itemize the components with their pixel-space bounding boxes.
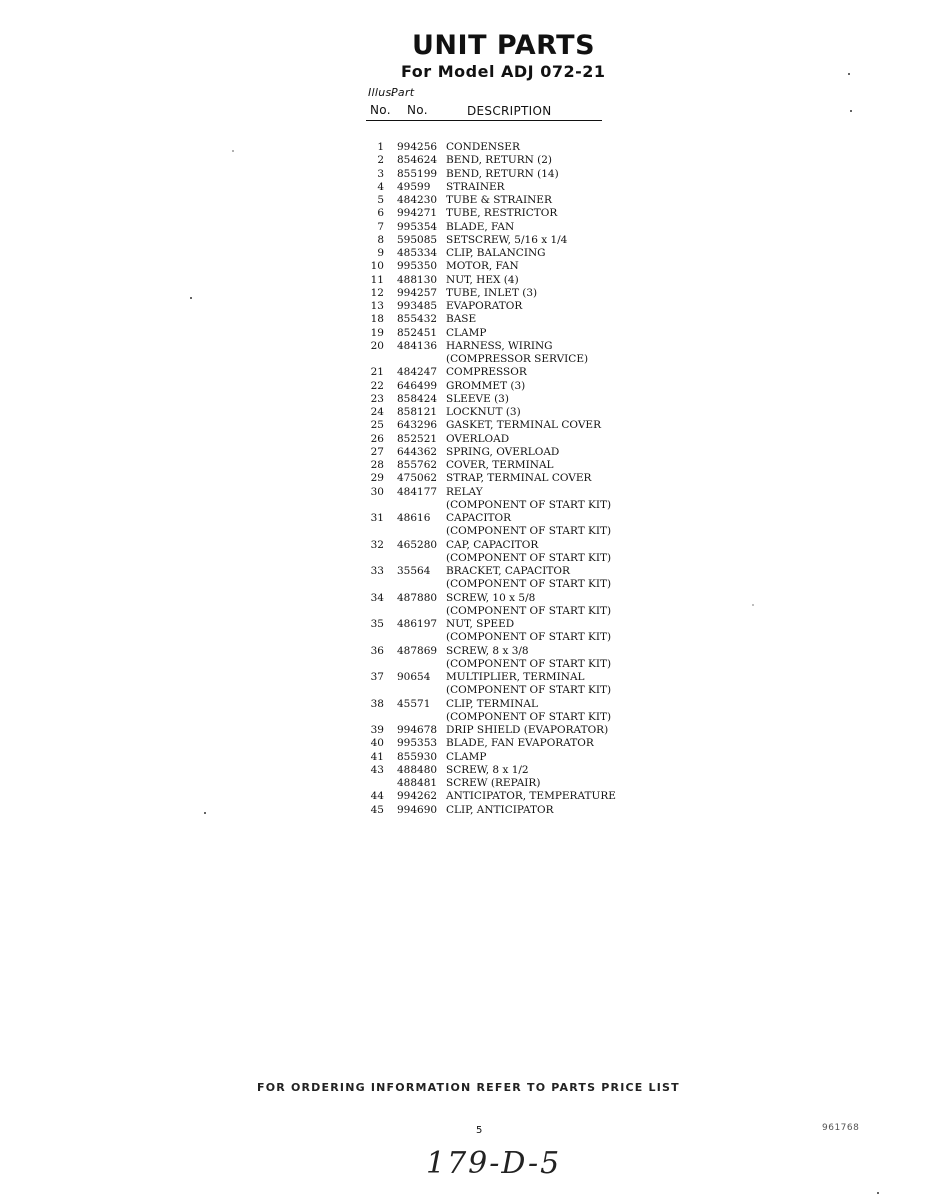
illus-number: 5 <box>377 194 384 206</box>
scan-speck <box>848 73 850 75</box>
parts-row <box>368 658 628 671</box>
part-description: (COMPRESSOR SERVICE) <box>446 353 589 365</box>
part-description: CLIP, ANTICIPATOR <box>446 803 554 816</box>
part-description: GASKET, TERMINAL COVER <box>446 419 601 432</box>
parts-row <box>368 154 628 167</box>
part-description: (COMPONENT OF START KIT) <box>446 578 612 591</box>
illus-number: 13 <box>370 300 384 312</box>
part-number: 995353 <box>397 737 438 750</box>
illus-number: 29 <box>370 472 384 485</box>
illus-number: 33 <box>370 565 384 577</box>
parts-row <box>368 221 628 234</box>
part-description: BRACKET, CAPACITOR <box>446 565 570 577</box>
part-number: 484177 <box>397 485 438 498</box>
part-description: SLEEVE (3) <box>446 392 509 405</box>
part-description: (COMPONENT OF START KIT) <box>446 710 612 723</box>
parts-row <box>368 565 628 578</box>
part-description: (COMPONENT OF START KIT) <box>446 551 612 564</box>
part-description: NUT, HEX (4) <box>446 273 519 286</box>
parts-row <box>368 459 628 472</box>
illus-number: 8 <box>377 233 384 246</box>
parts-row <box>368 645 628 658</box>
part-number: 995354 <box>397 220 438 233</box>
part-description: BLADE, FAN <box>446 220 515 233</box>
part-number: 858121 <box>397 406 438 418</box>
parts-row <box>368 340 628 353</box>
part-number: 995350 <box>397 260 438 273</box>
parts-row <box>368 684 628 697</box>
scan-speck <box>850 110 852 112</box>
part-description: OVERLOAD <box>446 432 510 445</box>
parts-row <box>368 486 628 499</box>
illus-number: 24 <box>370 406 384 418</box>
column-header-description: DESCRIPTION <box>467 104 552 118</box>
part-description: TUBE & STRAINER <box>446 194 552 206</box>
part-description: COMPRESSOR <box>446 366 527 379</box>
illus-number: 10 <box>370 260 384 273</box>
part-description: CLIP, TERMINAL <box>446 697 538 710</box>
part-number: 993485 <box>397 300 438 312</box>
illus-number: 11 <box>370 273 384 286</box>
illus-number: 3 <box>377 167 384 180</box>
parts-row <box>368 605 628 618</box>
parts-row <box>368 181 628 194</box>
illus-number: 19 <box>370 326 384 339</box>
part-number: 487869 <box>397 644 438 657</box>
part-number: 643296 <box>397 419 438 432</box>
illus-number: 4 <box>377 180 384 193</box>
parts-row <box>368 804 628 817</box>
part-description: ANTICIPATOR, TEMPERATURE <box>446 790 616 803</box>
part-description: GROMMET (3) <box>446 379 526 392</box>
parts-row <box>368 512 628 525</box>
parts-row <box>368 618 628 631</box>
part-description: TUBE, INLET (3) <box>446 286 538 299</box>
part-description: CAPACITOR <box>446 512 511 524</box>
part-description: (COMPONENT OF START KIT) <box>446 631 612 644</box>
part-description: BEND, RETURN (14) <box>446 167 559 180</box>
part-description: SCREW, 8 x 3/8 <box>446 644 529 657</box>
parts-row <box>368 433 628 446</box>
illus-number: 32 <box>370 538 384 551</box>
part-description: EVAPORATOR <box>446 300 523 312</box>
illus-number: 12 <box>370 286 384 299</box>
document-code: 961768 <box>822 1123 860 1133</box>
scan-speck <box>752 604 754 606</box>
part-description: MULTIPLIER, TERMINAL <box>446 671 585 683</box>
part-number: 486197 <box>397 618 438 630</box>
parts-row <box>368 207 628 220</box>
part-description: CAP, CAPACITOR <box>446 538 539 551</box>
parts-row <box>368 234 628 247</box>
parts-row <box>368 393 628 406</box>
illus-number: 30 <box>370 485 384 498</box>
part-description: (COMPONENT OF START KIT) <box>446 498 612 511</box>
parts-row <box>368 380 628 393</box>
illus-number: 34 <box>370 591 384 604</box>
scan-speck <box>204 812 206 814</box>
illus-number: 43 <box>370 763 384 776</box>
parts-row <box>368 260 628 273</box>
parts-row <box>368 168 628 181</box>
parts-row <box>368 499 628 512</box>
part-description: HARNESS, WIRING <box>446 339 553 352</box>
part-description: BEND, RETURN (2) <box>446 154 553 167</box>
part-number: 484136 <box>397 339 438 352</box>
part-description: CLAMP <box>446 750 487 763</box>
illus-number: 38 <box>370 697 384 710</box>
part-number: 45571 <box>397 697 431 710</box>
handwritten-note: 179-D-5 <box>426 1146 562 1181</box>
parts-row <box>368 631 628 644</box>
ordering-note: FOR ORDERING INFORMATION REFER TO PARTS PRICE LIST <box>257 1081 680 1094</box>
part-number: 595085 <box>397 233 438 246</box>
parts-row <box>368 406 628 419</box>
part-description: SCREW, 8 x 1/2 <box>446 763 529 776</box>
illus-number: 36 <box>370 644 384 657</box>
illus-number: 9 <box>377 247 384 259</box>
part-number: 646499 <box>397 379 438 392</box>
part-number: 855432 <box>397 313 438 326</box>
illus-number: 22 <box>370 379 384 392</box>
part-number: 475062 <box>397 472 438 485</box>
column-header-illus: Illus. <box>368 86 396 99</box>
part-number: 855930 <box>397 750 438 763</box>
parts-row <box>368 552 628 565</box>
part-number: 855199 <box>397 167 438 180</box>
parts-row <box>368 353 628 366</box>
illus-number: 41 <box>370 750 384 763</box>
part-number: 49599 <box>397 180 431 193</box>
illus-number: 40 <box>370 737 384 750</box>
part-description: (COMPONENT OF START KIT) <box>446 684 612 697</box>
parts-row <box>368 711 628 724</box>
parts-list <box>368 141 628 817</box>
part-description: MOTOR, FAN <box>446 260 519 273</box>
part-number: 465280 <box>397 538 438 551</box>
part-description: SETSCREW, 5/16 x 1/4 <box>446 233 568 246</box>
part-description: BLADE, FAN EVAPORATOR <box>446 737 594 750</box>
part-description: BASE <box>446 313 477 326</box>
illus-number: 21 <box>370 366 384 379</box>
column-header-part: Part <box>391 86 415 99</box>
page-number: 5 <box>476 1125 483 1136</box>
illus-number: 20 <box>370 339 384 352</box>
part-description: (COMPONENT OF START KIT) <box>446 657 612 670</box>
part-number: 487880 <box>397 591 438 604</box>
part-number: 484247 <box>397 366 438 379</box>
part-number: 994271 <box>397 207 438 220</box>
part-number: 994256 <box>397 141 438 153</box>
part-description: SCREW (REPAIR) <box>446 777 541 789</box>
scan-speck <box>877 1192 879 1194</box>
part-number: 994678 <box>397 724 438 736</box>
part-description: STRAINER <box>446 180 505 193</box>
parts-row <box>368 539 628 552</box>
model-subtitle: For Model ADJ 072-21 <box>401 62 606 81</box>
part-description: DRIP SHIELD (EVAPORATOR) <box>446 724 609 736</box>
part-number: 644362 <box>397 445 438 458</box>
part-number: 854624 <box>397 154 438 167</box>
part-number: 488130 <box>397 273 438 286</box>
illus-number: 31 <box>370 512 384 524</box>
illus-number: 45 <box>370 803 384 816</box>
parts-row <box>368 790 628 803</box>
illus-number: 25 <box>370 419 384 432</box>
part-number: 488480 <box>397 763 438 776</box>
part-description: TUBE, RESTRICTOR <box>446 207 558 220</box>
part-description: STRAP, TERMINAL COVER <box>446 472 592 485</box>
part-number: 90654 <box>397 671 431 683</box>
column-header-part-no: No. <box>407 103 428 117</box>
parts-row <box>368 525 628 538</box>
parts-row <box>368 141 628 154</box>
page-title: UNIT PARTS <box>412 30 596 61</box>
illus-number: 44 <box>370 790 384 803</box>
parts-row <box>368 751 628 764</box>
parts-row <box>368 287 628 300</box>
parts-row <box>368 737 628 750</box>
illus-number: 6 <box>377 207 384 220</box>
column-header-illus-no: No. <box>370 103 391 117</box>
parts-row <box>368 300 628 313</box>
illus-number: 2 <box>377 154 384 167</box>
parts-row <box>368 446 628 459</box>
parts-row <box>368 777 628 790</box>
illus-number: 18 <box>370 313 384 326</box>
parts-row <box>368 274 628 287</box>
illus-number: 39 <box>370 724 384 736</box>
parts-row <box>368 671 628 684</box>
header-rule <box>366 120 602 121</box>
part-number: 484230 <box>397 194 438 206</box>
illus-number: 35 <box>370 618 384 630</box>
part-description: RELAY <box>446 485 483 498</box>
parts-row <box>368 327 628 340</box>
parts-row <box>368 698 628 711</box>
parts-row <box>368 247 628 260</box>
illus-number: 1 <box>377 141 384 153</box>
parts-row <box>368 194 628 207</box>
part-number: 852451 <box>397 326 438 339</box>
part-number: 994257 <box>397 286 438 299</box>
part-description: (COMPONENT OF START KIT) <box>446 525 612 538</box>
illus-number: 7 <box>377 220 384 233</box>
part-description: CLAMP <box>446 326 487 339</box>
parts-row <box>368 764 628 777</box>
part-number: 852521 <box>397 432 438 445</box>
parts-row <box>368 472 628 485</box>
illus-number: 28 <box>370 459 384 471</box>
part-number: 855762 <box>397 459 438 471</box>
part-number: 35564 <box>397 565 431 577</box>
illus-number: 23 <box>370 392 384 405</box>
part-description: SPRING, OVERLOAD <box>446 445 560 458</box>
parts-row <box>368 366 628 379</box>
parts-row <box>368 592 628 605</box>
part-number: 485334 <box>397 247 438 259</box>
part-description: LOCKNUT (3) <box>446 406 521 418</box>
illus-number: 26 <box>370 432 384 445</box>
part-description: NUT, SPEED <box>446 618 515 630</box>
illus-number: 27 <box>370 445 384 458</box>
part-number: 994690 <box>397 803 438 816</box>
part-description: CONDENSER <box>446 141 520 153</box>
parts-row <box>368 578 628 591</box>
part-number: 488481 <box>397 777 438 789</box>
scan-speck <box>232 150 234 152</box>
part-description: (COMPONENT OF START KIT) <box>446 604 612 617</box>
part-number: 994262 <box>397 790 438 803</box>
parts-row <box>368 724 628 737</box>
illus-number: 37 <box>370 671 384 683</box>
scan-speck <box>190 297 192 299</box>
parts-row <box>368 313 628 326</box>
part-number: 48616 <box>397 512 431 524</box>
part-description: COVER, TERMINAL <box>446 459 554 471</box>
part-number: 858424 <box>397 392 438 405</box>
part-description: CLIP, BALANCING <box>446 247 546 259</box>
part-description: SCREW, 10 x 5/8 <box>446 591 536 604</box>
parts-row <box>368 419 628 432</box>
